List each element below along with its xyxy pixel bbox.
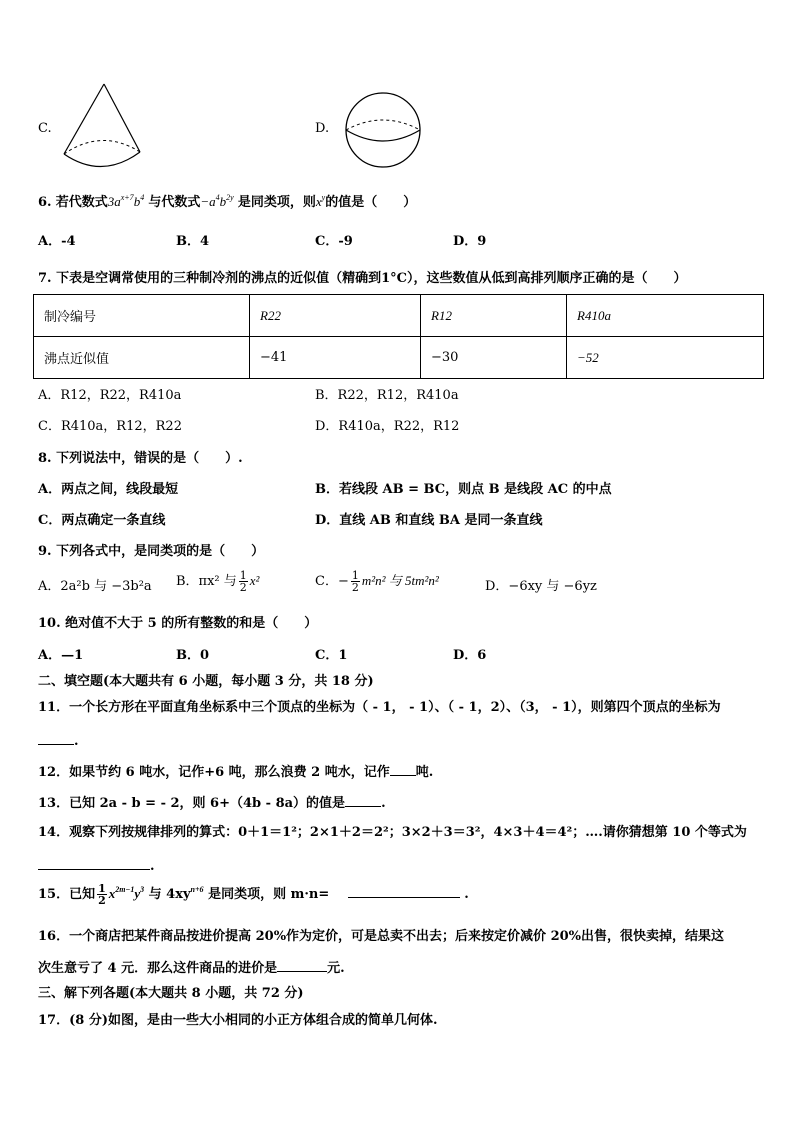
q10-option-c: C．1 [315,648,348,663]
table-cell: 沸点近似值 [34,337,250,379]
question-8: 8. 下列说法中，错误的是（ ）. [38,451,243,466]
answer-blank[interactable] [38,856,150,870]
table-cell: R410a [567,295,764,337]
question-17: 17．(8 分)如图，是由一些大小相同的小正方体组合成的简单几何体. [38,1013,438,1028]
q8-option-d: D．直线 AB 和直线 BA 是同一条直线 [315,513,543,528]
cone-icon [60,80,146,172]
q6-option-b: B．4 [176,234,210,249]
q7-option-d: D．R410a，R22，R12 [315,419,460,434]
q10-option-d: D．6 [453,648,487,663]
answer-blank[interactable] [348,884,460,898]
q6-option-a: A．-4 [38,234,76,249]
q10-option-b: B．0 [176,648,210,663]
question-12: 12．如果节约 6 吨水，记作+6 吨，那么浪费 2 吨水，记作 吨. [38,762,433,782]
q7-option-b: B．R22，R12，R410a [315,388,459,403]
q8-option-b: B．若线段 AB = BC，则点 B 是线段 AC 的中点 [315,482,612,497]
q8-option-c: C．两点确定一条直线 [38,513,166,528]
table-cell: −52 [567,337,764,379]
q6-option-c: C．-9 [315,234,353,249]
q9-option-b: B．πx² 与 $\frac{1}{2}$ x² [176,569,260,594]
q9-option-d: D．−6xy 与 −6yz [485,579,597,594]
question-11: 11．一个长方形在平面直角坐标系中三个顶点的坐标为（ - 1， - 1）、（ - 1，2）、（3， - 1），则第四个顶点的坐标为 [38,700,721,715]
question-14: 14．观察下列按规律排列的算式：0＋1＝1²；2×1＋2＝2²；3×2＋3＝3²，4×3＋4＝4²；….请你猜想第 10 个等式为 [38,825,747,840]
question-11-answer-line: . [38,731,79,751]
q6-option-d: D．9 [453,234,487,249]
answer-blank[interactable] [345,793,381,807]
question-15: 15．已知 $\frac{1}{2}$ $x^{2m-1}y^3$ 与 $4xy^{n+6}$ 是同类项，则 m·n= . [38,882,469,907]
question-6: 6. 若代数式$3a^{x+7}b^4$ 与代数式$-a^4b^{2y}$ 是同类项，则$x^y$的值是（ ） [38,193,417,210]
q10-option-a: A．—1 [38,648,84,663]
answer-blank[interactable] [390,762,416,776]
q7-option-c: C．R410a，R12，R22 [38,419,182,434]
q9-option-c: C．− $\frac{1}{2}$ m²n² 与 5tm²n² [315,569,439,594]
q9-option-a: A．2a²b 与 −3b²a [38,579,152,594]
answer-blank[interactable] [38,731,74,745]
question-13: 13．已知 2a - b = - 2，则 6+（4b - 8a）的值是 . [38,793,386,813]
q7-option-a: A．R12，R22，R410a [38,388,182,403]
section-3-heading: 三、解下列各题(本大题共 8 小题，共 72 分) [38,986,304,1001]
question-7: 7. 下表是空调常使用的三种制冷剂的沸点的近似值（精确到1°C），这些数值从低到高排列顺序正确的是（ ） [38,271,687,286]
q8-option-a: A．两点之间，线段最短 [38,482,179,497]
table-row [34,295,764,337]
question-10: 10. 绝对值不大于 5 的所有整数的和是（ ） [38,616,318,631]
question-16-line-2: 次生意亏了 4 元．那么这件商品的进价是 元. [38,958,345,978]
question-16: 16．一个商店把某件商品按进价提高 20%作为定价，可是总卖不出去；后来按定价减价 20%出售，很快卖掉，结果这 [38,929,725,944]
table-cell: 制冷编号 [34,295,250,337]
question-14-answer-line: . [38,856,155,876]
table-row [34,337,764,379]
sphere-icon [342,90,426,172]
section-2-heading: 二、填空题(本大题共有 6 小题，每小题 3 分，共 18 分) [38,674,374,689]
table-cell: R22 [250,295,421,337]
table-cell: −30 [421,337,567,379]
table-cell: −41 [250,337,421,379]
fraction: $\frac{1}{2}$ [239,569,247,594]
question-9: 9. 下列各式中，是同类项的是（ ） [38,544,265,559]
table-cell: R12 [421,295,567,337]
option-c-label: C. [38,121,52,136]
option-d-label: D. [315,121,330,136]
boiling-point-table [33,294,764,379]
fraction: $\frac{1}{2}$ [351,569,359,594]
fraction: $\frac{1}{2}$ [98,882,106,907]
answer-blank[interactable] [277,958,327,972]
